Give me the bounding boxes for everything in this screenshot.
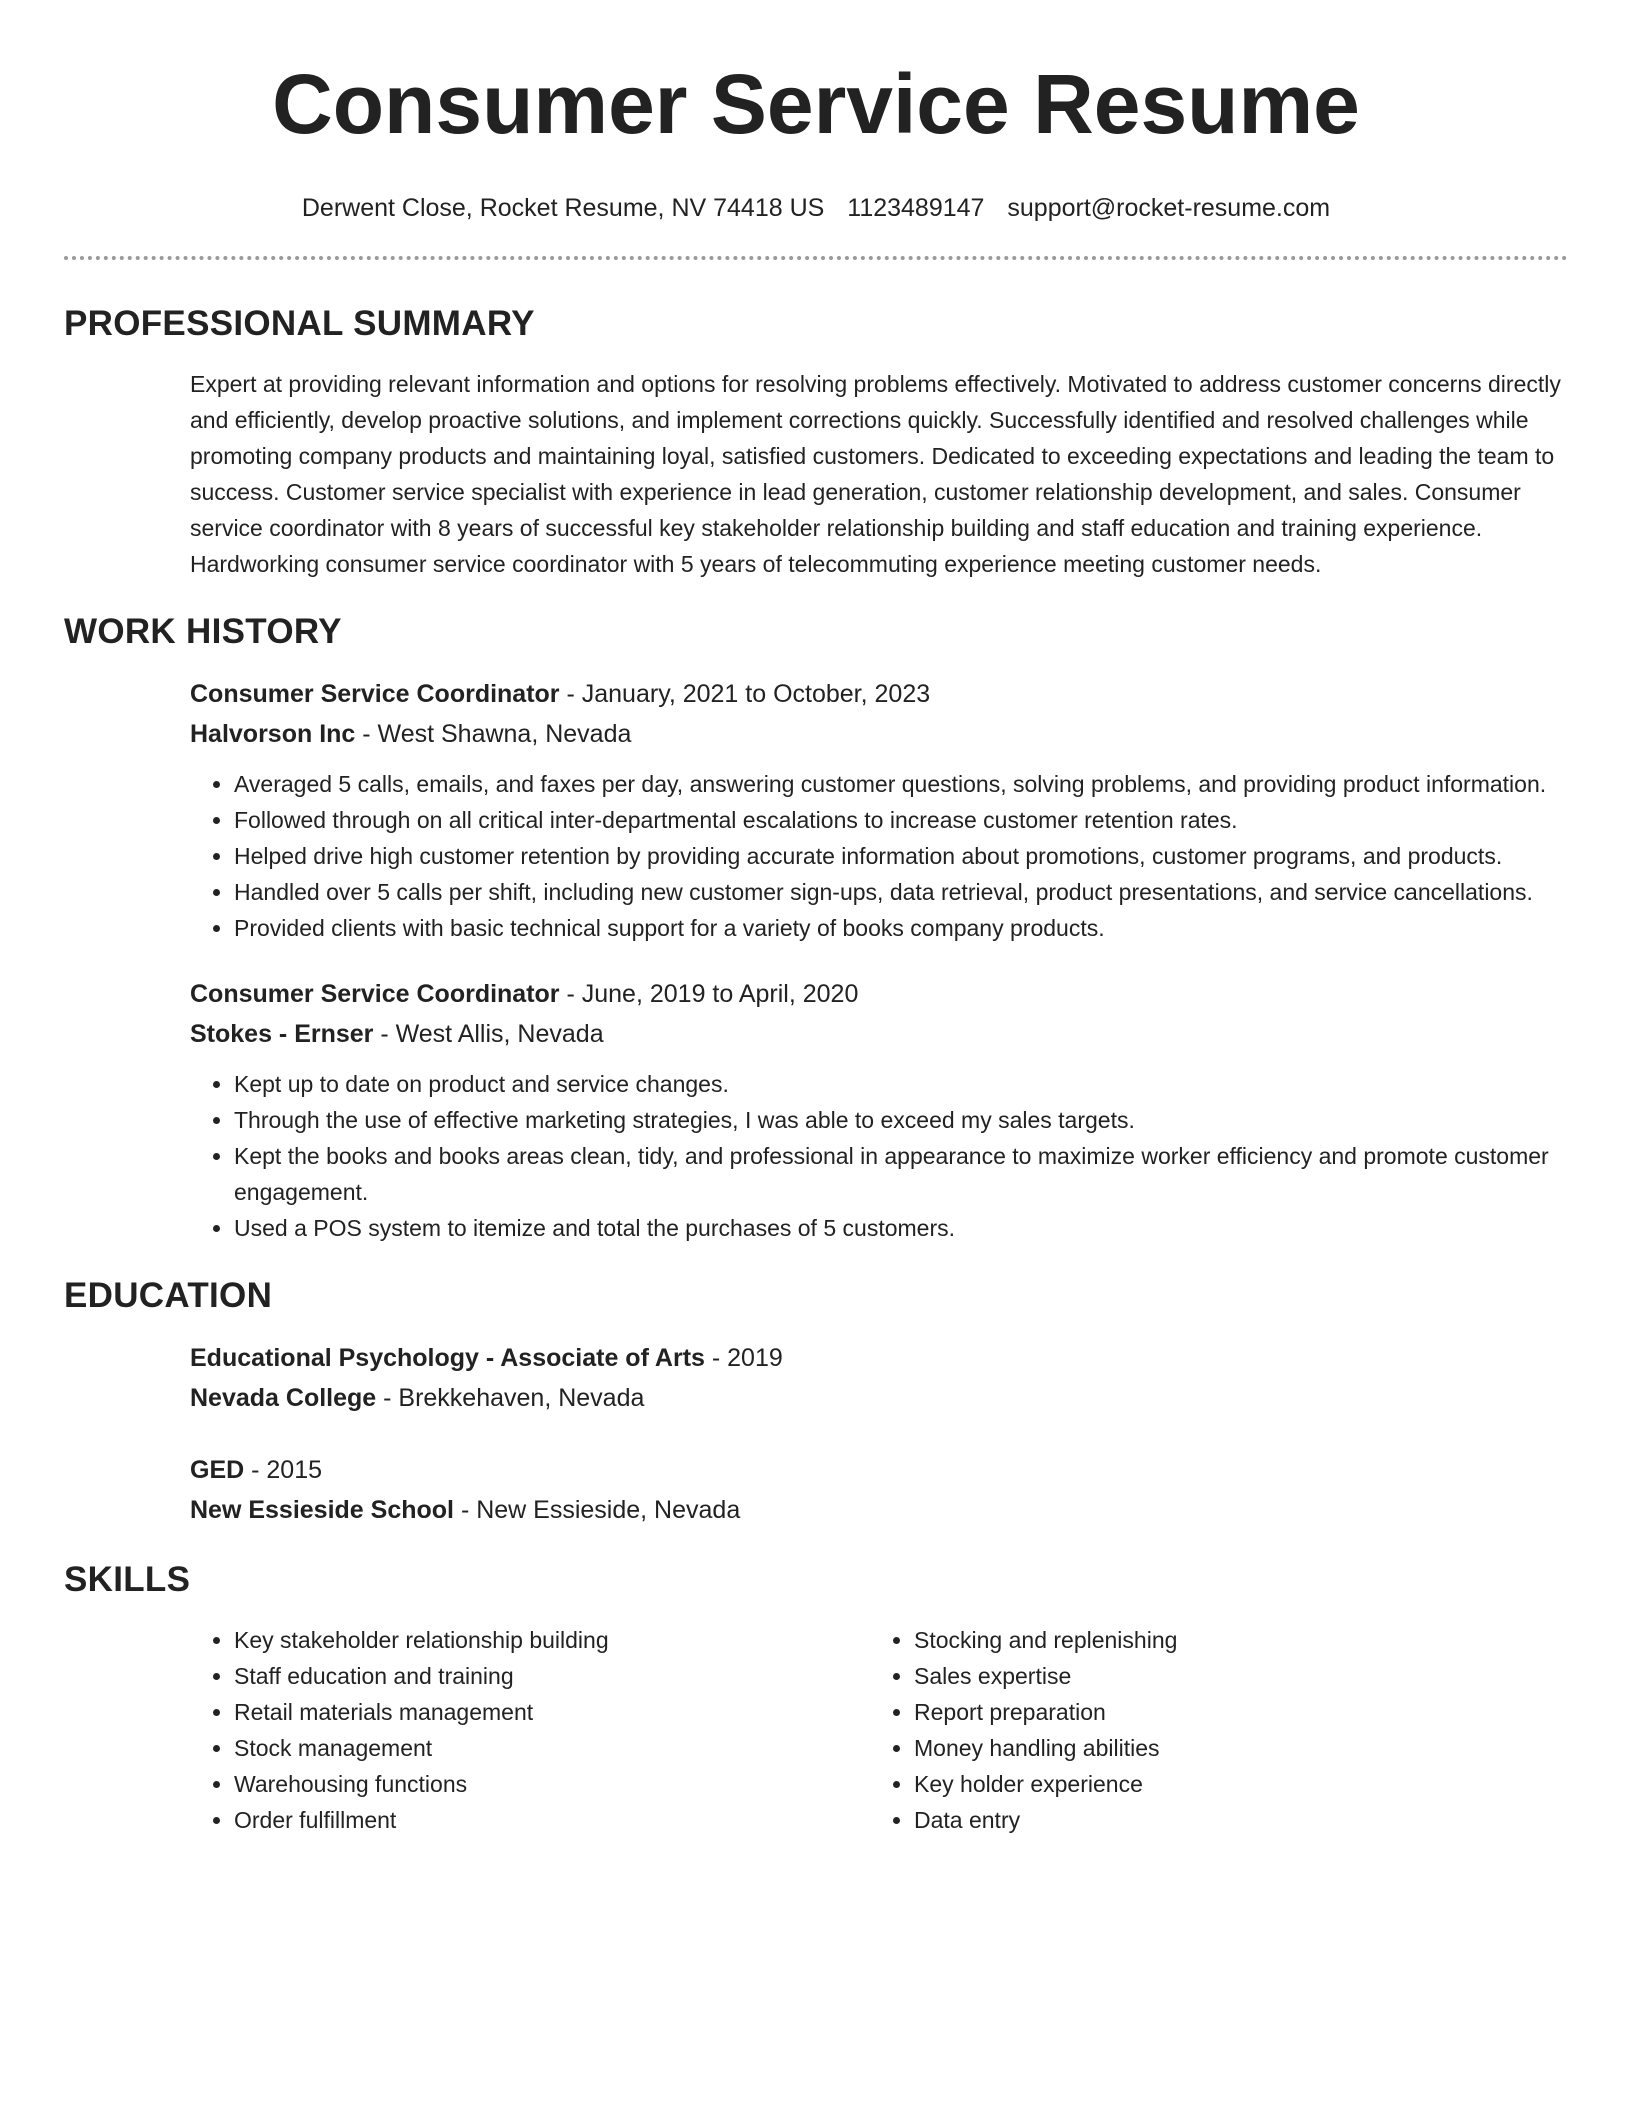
skill-item: • Key holder experience bbox=[914, 1766, 1550, 1802]
job-company: Stokes - Ernser bbox=[190, 1020, 374, 1048]
education-degree: GED bbox=[190, 1456, 245, 1484]
contact-email: support@rocket-resume.com bbox=[1007, 194, 1331, 222]
job-entry bbox=[190, 974, 1568, 1246]
education-year: - 2019 bbox=[704, 1344, 783, 1372]
section-skills bbox=[64, 1560, 1568, 1838]
section-title-skills: SKILLS bbox=[64, 1560, 191, 1599]
education-school: Nevada College bbox=[190, 1384, 377, 1412]
skill-item: • Staff education and training bbox=[234, 1658, 870, 1694]
skill-item: • Report preparation bbox=[914, 1694, 1550, 1730]
job-company-line bbox=[190, 714, 1568, 754]
section-work-history bbox=[64, 612, 1568, 1246]
skill-item: • Stocking and replenishing bbox=[914, 1622, 1550, 1658]
job-role: Consumer Service Coordinator bbox=[190, 680, 560, 708]
section-education bbox=[64, 1276, 1568, 1530]
work-body bbox=[190, 674, 1568, 1246]
education-entry bbox=[190, 1450, 1568, 1530]
resume-name: Consumer Service Resume bbox=[272, 57, 1360, 151]
job-bullet: • Through the use of effective marketing strategies, I was able to exceed my sales targets. bbox=[234, 1102, 1568, 1138]
job-bullet: • Used a POS system to itemize and total the purchases of 5 customers. bbox=[234, 1210, 1568, 1246]
job-bullet: • Helped drive high customer retention by providing accurate information about promotions, customer programs, and products. bbox=[234, 838, 1568, 874]
education-location: - Brekkehaven, Nevada bbox=[376, 1384, 645, 1412]
education-location: - New Essieside, Nevada bbox=[454, 1496, 741, 1524]
resume-header bbox=[64, 0, 1568, 260]
skills-grid bbox=[190, 1622, 1568, 1838]
education-degree: Educational Psychology - Associate of Arts bbox=[190, 1344, 705, 1372]
job-entry bbox=[190, 674, 1568, 946]
job-dates: - June, 2019 to April, 2020 bbox=[559, 980, 859, 1008]
job-company: Halvorson Inc bbox=[190, 720, 356, 748]
skills-list-right bbox=[870, 1622, 1550, 1838]
skill-item: • Data entry bbox=[914, 1802, 1550, 1838]
summary-text: Expert at providing relevant information and options for resolving problems effectively. Motivated to address customer concerns directly and efficiently, develop proactive solutions, and implement corrections quickly. Successfully identified and resolved challenges while promoting company products and maintaining loyal, satisfied customers. Dedicated to exceeding expectations and leading the team to success. Customer service specialist with experience in lead generation, customer relationship development, and sales. Consumer service coordinator with 8 years of successful key stakeholder relationship building and staff education and training experience. Hardworking consumer service coordinator with 5 years of telecommuting experience meeting customer needs. bbox=[190, 371, 1561, 577]
job-bullet: • Kept up to date on product and service changes. bbox=[234, 1066, 1568, 1102]
education-degree-line bbox=[190, 1450, 1568, 1490]
job-bullet: • Averaged 5 calls, emails, and faxes per day, answering customer questions, solving problems, and providing product information. bbox=[234, 766, 1568, 802]
summary-body bbox=[190, 366, 1568, 582]
job-bullet: • Handled over 5 calls per shift, including new customer sign-ups, data retrieval, product presentations, and service cancellations. bbox=[234, 874, 1568, 910]
skills-column-left bbox=[190, 1622, 870, 1838]
skill-item: • Key stakeholder relationship building bbox=[234, 1622, 870, 1658]
section-professional-summary bbox=[64, 304, 1568, 582]
section-title-work: WORK HISTORY bbox=[64, 612, 342, 651]
section-title-education: EDUCATION bbox=[64, 1276, 273, 1315]
job-location: - West Allis, Nevada bbox=[373, 1020, 604, 1048]
job-bullet: • Kept the books and books areas clean, tidy, and professional in appearance to maximize worker efficiency and promote customer engagement. bbox=[234, 1138, 1568, 1210]
education-entry bbox=[190, 1338, 1568, 1418]
education-body bbox=[190, 1338, 1568, 1530]
job-bullet: • Followed through on all critical inter-departmental escalations to increase customer retention rates. bbox=[234, 802, 1568, 838]
skill-item: • Warehousing functions bbox=[234, 1766, 870, 1802]
education-year: - 2015 bbox=[244, 1456, 323, 1484]
contact-address: Derwent Close, Rocket Resume, NV 74418 US bbox=[301, 194, 825, 222]
job-role-line bbox=[190, 674, 1568, 714]
job-company-line bbox=[190, 1014, 1568, 1054]
skill-item: • Money handling abilities bbox=[914, 1730, 1550, 1766]
job-role: Consumer Service Coordinator bbox=[190, 980, 560, 1008]
skills-list-left bbox=[190, 1622, 870, 1838]
skill-item: • Order fulfillment bbox=[234, 1802, 870, 1838]
contact-phone: 1123489147 bbox=[847, 194, 985, 222]
education-school: New Essieside School bbox=[190, 1496, 454, 1524]
job-bullet: • Provided clients with basic technical support for a variety of books company products. bbox=[234, 910, 1568, 946]
section-title-summary: PROFESSIONAL SUMMARY bbox=[64, 304, 535, 343]
job-bullets bbox=[190, 1066, 1568, 1246]
skill-item: • Sales expertise bbox=[914, 1658, 1550, 1694]
education-school-line bbox=[190, 1490, 1568, 1530]
header-divider bbox=[64, 256, 1568, 260]
job-location: - West Shawna, Nevada bbox=[355, 720, 632, 748]
contact-line bbox=[64, 192, 1568, 224]
job-dates: - January, 2021 to October, 2023 bbox=[559, 680, 931, 708]
skill-item: • Stock management bbox=[234, 1730, 870, 1766]
skill-item: • Retail materials management bbox=[234, 1694, 870, 1730]
job-role-line bbox=[190, 974, 1568, 1014]
education-school-line bbox=[190, 1378, 1568, 1418]
education-degree-line bbox=[190, 1338, 1568, 1378]
skills-column-right bbox=[870, 1622, 1550, 1838]
job-bullets bbox=[190, 766, 1568, 946]
